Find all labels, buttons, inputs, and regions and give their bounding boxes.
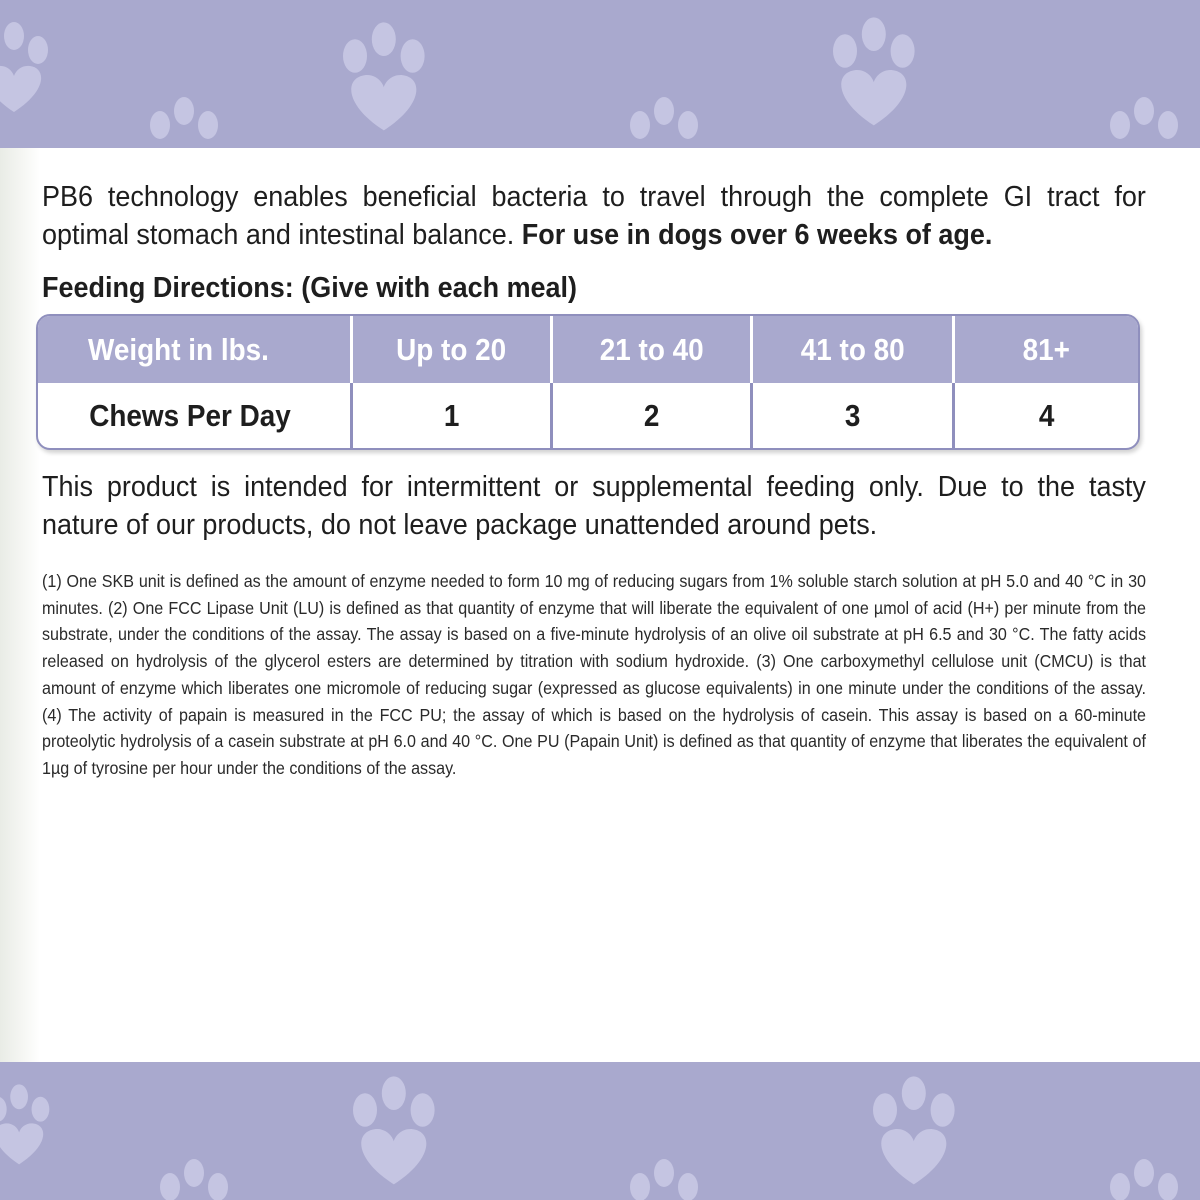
top-paw-band	[0, 0, 1200, 148]
paw-heart-icon	[0, 20, 60, 120]
table-cell: Chews Per Day	[89, 397, 291, 433]
paw-heart-icon	[1100, 1157, 1190, 1200]
table-header-cell: 41 to 80	[750, 316, 952, 383]
paw-heart-icon	[340, 1074, 450, 1194]
paw-heart-icon	[820, 15, 930, 135]
left-edge-fade	[0, 148, 40, 1062]
table-cell: 1	[350, 383, 550, 448]
table-header-cell: 21 to 40	[550, 316, 750, 383]
paw-heart-icon	[860, 1074, 970, 1194]
intro-paragraph	[42, 178, 1146, 254]
feeding-table	[36, 314, 1140, 450]
bottom-paw-band	[0, 1062, 1200, 1200]
intro-text: PB6 technology enables beneficial bacteria to travel through the complete GI tract for optimal stomach and intestinal balance.	[42, 181, 1146, 251]
paw-heart-icon	[140, 95, 230, 148]
paw-heart-icon	[620, 95, 710, 148]
footnotes: (1) One SKB unit is defined as the amount of enzyme needed to form 10 mg of reducing sugars from 1% soluble starch solution at pH 5.0 and 40 °C in 30 minutes. (2) One FCC Lipase Unit (LU) is defined as that quantity of enzyme that will liberate the equivalent of one µmol of acid (H+) per minute from the substrate, under the conditions of the assay. The assay is based on a five-minute hydrolysis of an olive oil substrate at pH 6.5 and 30 °C. The fatty acids released on hydrolysis of the glycerol esters are determined by titration with sodium hydroxide. (3) One carboxymethyl cellulose unit (CMCU) is that amount of enzyme which liberates one micromole of reducing sugar (expressed as glucose equivalents) in one minute under the conditions of the assay. (4) The activity of papain is measured in the FCC PU; the assay of which is based on the hydrolysis of casein. This assay is based on a 60-minute proteolytic hydrolysis of a casein substrate at pH 6.0 and 40 °C. One PU (Papain Unit) is defined as that quantity of enzyme that liberates the equivalent of 1µg of tyrosine per hour under the conditions of the assay.	[42, 571, 1146, 778]
paw-heart-icon	[0, 1082, 60, 1172]
paw-heart-icon	[620, 1157, 710, 1200]
table-header-row	[38, 316, 1138, 383]
intro-age-note: For use in dogs over 6 weeks of age.	[521, 219, 993, 251]
table-header-cell: Up to 20	[350, 316, 550, 383]
table-header-cell: Weight in lbs.	[88, 331, 269, 367]
table-row	[38, 383, 1138, 448]
table-cell: 2	[550, 383, 750, 448]
feeding-notice: This product is intended for intermittent or supplemental feeding only. Due to the tasty nature of our products, do not leave package unattended around pets.	[42, 471, 1146, 541]
intro-section	[42, 178, 1146, 254]
paw-heart-icon	[1100, 95, 1190, 148]
table-header-cell: 81+	[952, 316, 1138, 383]
table-cell: 4	[952, 383, 1138, 448]
paw-heart-icon	[150, 1157, 240, 1200]
paw-heart-icon	[330, 20, 440, 140]
feeding-directions-title: Feeding Directions: (Give with each meal)	[42, 272, 578, 304]
table-cell: 3	[750, 383, 952, 448]
